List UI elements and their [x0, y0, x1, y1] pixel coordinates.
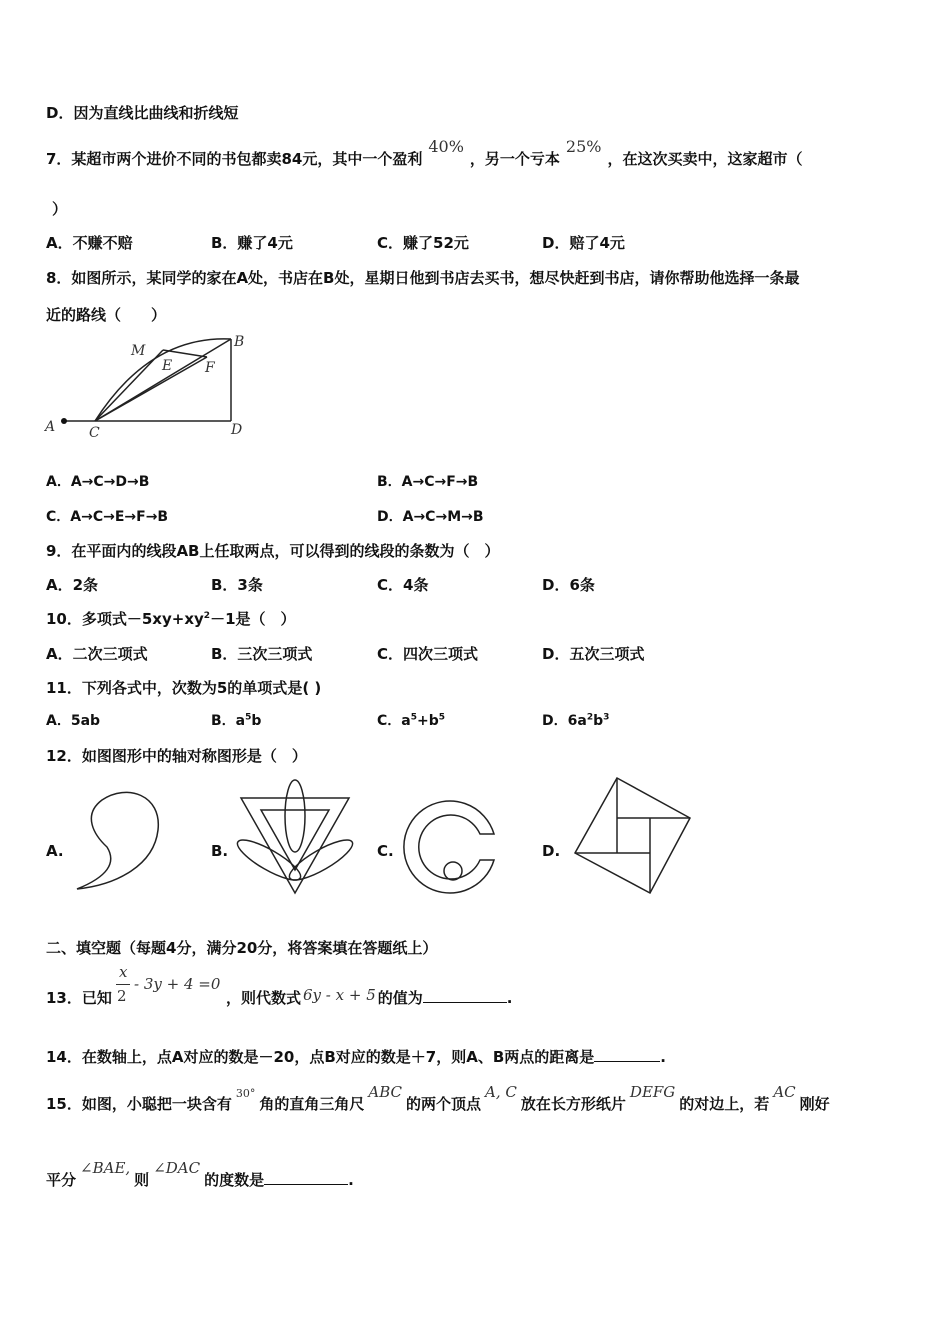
q13-end: . — [506, 989, 513, 1007]
q11-option-b — [211, 710, 261, 730]
q13-frac-denominator: 2 — [117, 987, 127, 1005]
q9-option-c: C．4条 — [377, 576, 429, 594]
q11-b-pre: B．a — [211, 713, 246, 729]
q12-figure-a-comma-shape — [72, 785, 167, 895]
q15-dac: ∠DAC — [153, 1159, 201, 1177]
q13-frac-bar — [116, 984, 130, 985]
q13-expression: 6y - x + 5 — [303, 986, 376, 1004]
q8-route-figure — [40, 330, 260, 445]
q8-option-b: B．A→C→F→B — [377, 474, 479, 490]
q10-stem — [46, 608, 296, 629]
q7-text-a: 7．某超市两个进价不同的书包都卖84元，其中一个盈利 — [46, 150, 423, 168]
q9-option-b: B．3条 — [211, 576, 263, 594]
q11-d-sup1: 2 — [586, 712, 594, 723]
q15-answer-blank[interactable] — [264, 1170, 348, 1185]
q8-label-b: B — [234, 334, 245, 350]
q11-c-sup2: 5 — [438, 712, 446, 723]
q7-pct2: 25% — [565, 137, 602, 156]
q12-label-b: B. — [211, 842, 229, 860]
q10-option-c: C．四次三项式 — [377, 645, 479, 663]
q12-label-c: C. — [377, 842, 394, 860]
q15-t6: 刚好 — [799, 1095, 830, 1113]
q15-t2: 角的直角三角尺 — [259, 1095, 365, 1113]
q8-label-a: A — [45, 419, 56, 435]
q15-angle: 30° — [235, 1087, 256, 1100]
q15-t4: 放在长方形纸片 — [520, 1095, 626, 1113]
q7-stem — [46, 137, 803, 169]
q8-label-c: C — [89, 425, 100, 441]
q15-ac-points: A, C — [485, 1083, 517, 1101]
q8-label-d: D — [231, 422, 243, 438]
q11-c-mid: +b — [417, 713, 439, 729]
q12-figure-d-square-pinwheel — [572, 775, 694, 897]
q7-option-c: C．赚了52元 — [377, 234, 469, 252]
q6-option-d: D．因为直线比曲线和折线短 — [46, 104, 239, 122]
q11-d-mid: b — [593, 713, 604, 729]
q10-option-b: B．三次三项式 — [211, 645, 313, 663]
q7-option-b: B．赚了4元 — [211, 234, 293, 252]
q15-l2-b: 则 — [134, 1171, 150, 1189]
q8-option-d: D．A→C→M→B — [377, 509, 484, 525]
q10-option-d: D．五次三项式 — [542, 645, 645, 663]
q11-option-a: A．5ab — [46, 713, 101, 729]
q7-close-paren: ） — [52, 200, 68, 218]
q13-equation: - 3y + 4 =0 — [134, 975, 221, 993]
q10-text-b: －1是（ ） — [210, 610, 296, 628]
q8-label-e: E — [162, 358, 173, 374]
q14-end: . — [660, 1048, 666, 1066]
q15-t5: 的对边上，若 — [679, 1095, 770, 1113]
q13-stem-rest — [226, 987, 512, 1008]
q11-stem: 11．下列各式中，次数为5的单项式是( ) — [46, 679, 322, 697]
q15-l2-c: 的度数是 — [204, 1171, 265, 1189]
q15-end: . — [348, 1171, 354, 1189]
q11-d-pre: D．6a — [542, 713, 587, 729]
q11-option-c — [377, 710, 445, 730]
q7-text-c: ，在这次买卖中，这家超市（ — [607, 150, 803, 168]
q8-option-a: A．A→C→D→B — [46, 474, 150, 490]
q13-answer-blank[interactable] — [423, 988, 507, 1003]
q15-abc: ABC — [368, 1083, 403, 1101]
q15-t3: 的两个顶点 — [406, 1095, 482, 1113]
q9-option-d: D．6条 — [542, 576, 595, 594]
q9-stem: 9．在平面内的线段AB上任取两点，可以得到的线段的条数为（ ） — [46, 542, 500, 560]
q13-suffix: 的值为 — [377, 989, 423, 1007]
q13-prefix: 13．已知 — [46, 989, 112, 1007]
q12-label-d: D. — [542, 842, 561, 860]
q11-option-d — [542, 710, 609, 730]
q7-text-b: ，另一个亏本 — [469, 150, 560, 168]
q12-stem: 12．如图图形中的轴对称图形是（ ） — [46, 747, 307, 765]
q8-stem-line1: 8．如图所示，某同学的家在A处，书店在B处，星期日他到书店去买书，想尽快赶到书店，请你帮助他选择一条最 — [46, 269, 800, 287]
q10-option-a: A．二次三项式 — [46, 645, 148, 663]
q15-stem-line2 — [46, 1159, 354, 1190]
q11-b-sup: 5 — [245, 712, 252, 723]
q15-t1: 15．如图，小聪把一块含有 — [46, 1095, 232, 1113]
q15-bae: ∠BAE, — [80, 1159, 131, 1177]
q15-stem-line1 — [46, 1083, 830, 1114]
q8-label-f: F — [205, 360, 215, 376]
section-2-heading: 二、填空题（每题4分，满分20分，将答案填在答题纸上） — [46, 939, 438, 957]
q12-figure-c-ring — [400, 798, 500, 898]
q7-option-d: D．赔了4元 — [542, 234, 625, 252]
q15-l2-a: 平分 — [46, 1171, 77, 1189]
q11-b-post: b — [251, 713, 262, 729]
q7-option-a: A．不赚不赔 — [46, 234, 133, 252]
q13-mid: ，则代数式 — [226, 989, 302, 1007]
q10-sup: 2 — [203, 611, 211, 621]
q15-ac: AC — [773, 1083, 796, 1101]
q12-figure-b-triangle-petals — [235, 778, 355, 898]
q14-text: 14．在数轴上，点A对应的数是－20，点B对应的数是＋7，则A、B两点的距离是 — [46, 1048, 595, 1066]
q9-option-a: A．2条 — [46, 576, 99, 594]
q11-c-sup1: 5 — [410, 712, 417, 723]
q14-answer-blank[interactable] — [594, 1047, 660, 1062]
q15-defg: DEFG — [629, 1083, 676, 1101]
q10-text-a: 10．多项式－5xy+xy — [46, 610, 204, 628]
q8-stem-line2: 近的路线（ ） — [46, 306, 167, 324]
q7-pct1: 40% — [428, 137, 464, 156]
q11-c-pre: C．a — [377, 713, 411, 729]
q8-label-m: M — [131, 343, 146, 359]
q11-d-sup2: 3 — [603, 712, 610, 723]
q12-label-a: A. — [46, 842, 64, 860]
q13-frac-numerator: x — [119, 963, 128, 981]
q14-stem — [46, 1046, 666, 1067]
q8-option-c: C．A→C→E→F→B — [46, 509, 169, 525]
